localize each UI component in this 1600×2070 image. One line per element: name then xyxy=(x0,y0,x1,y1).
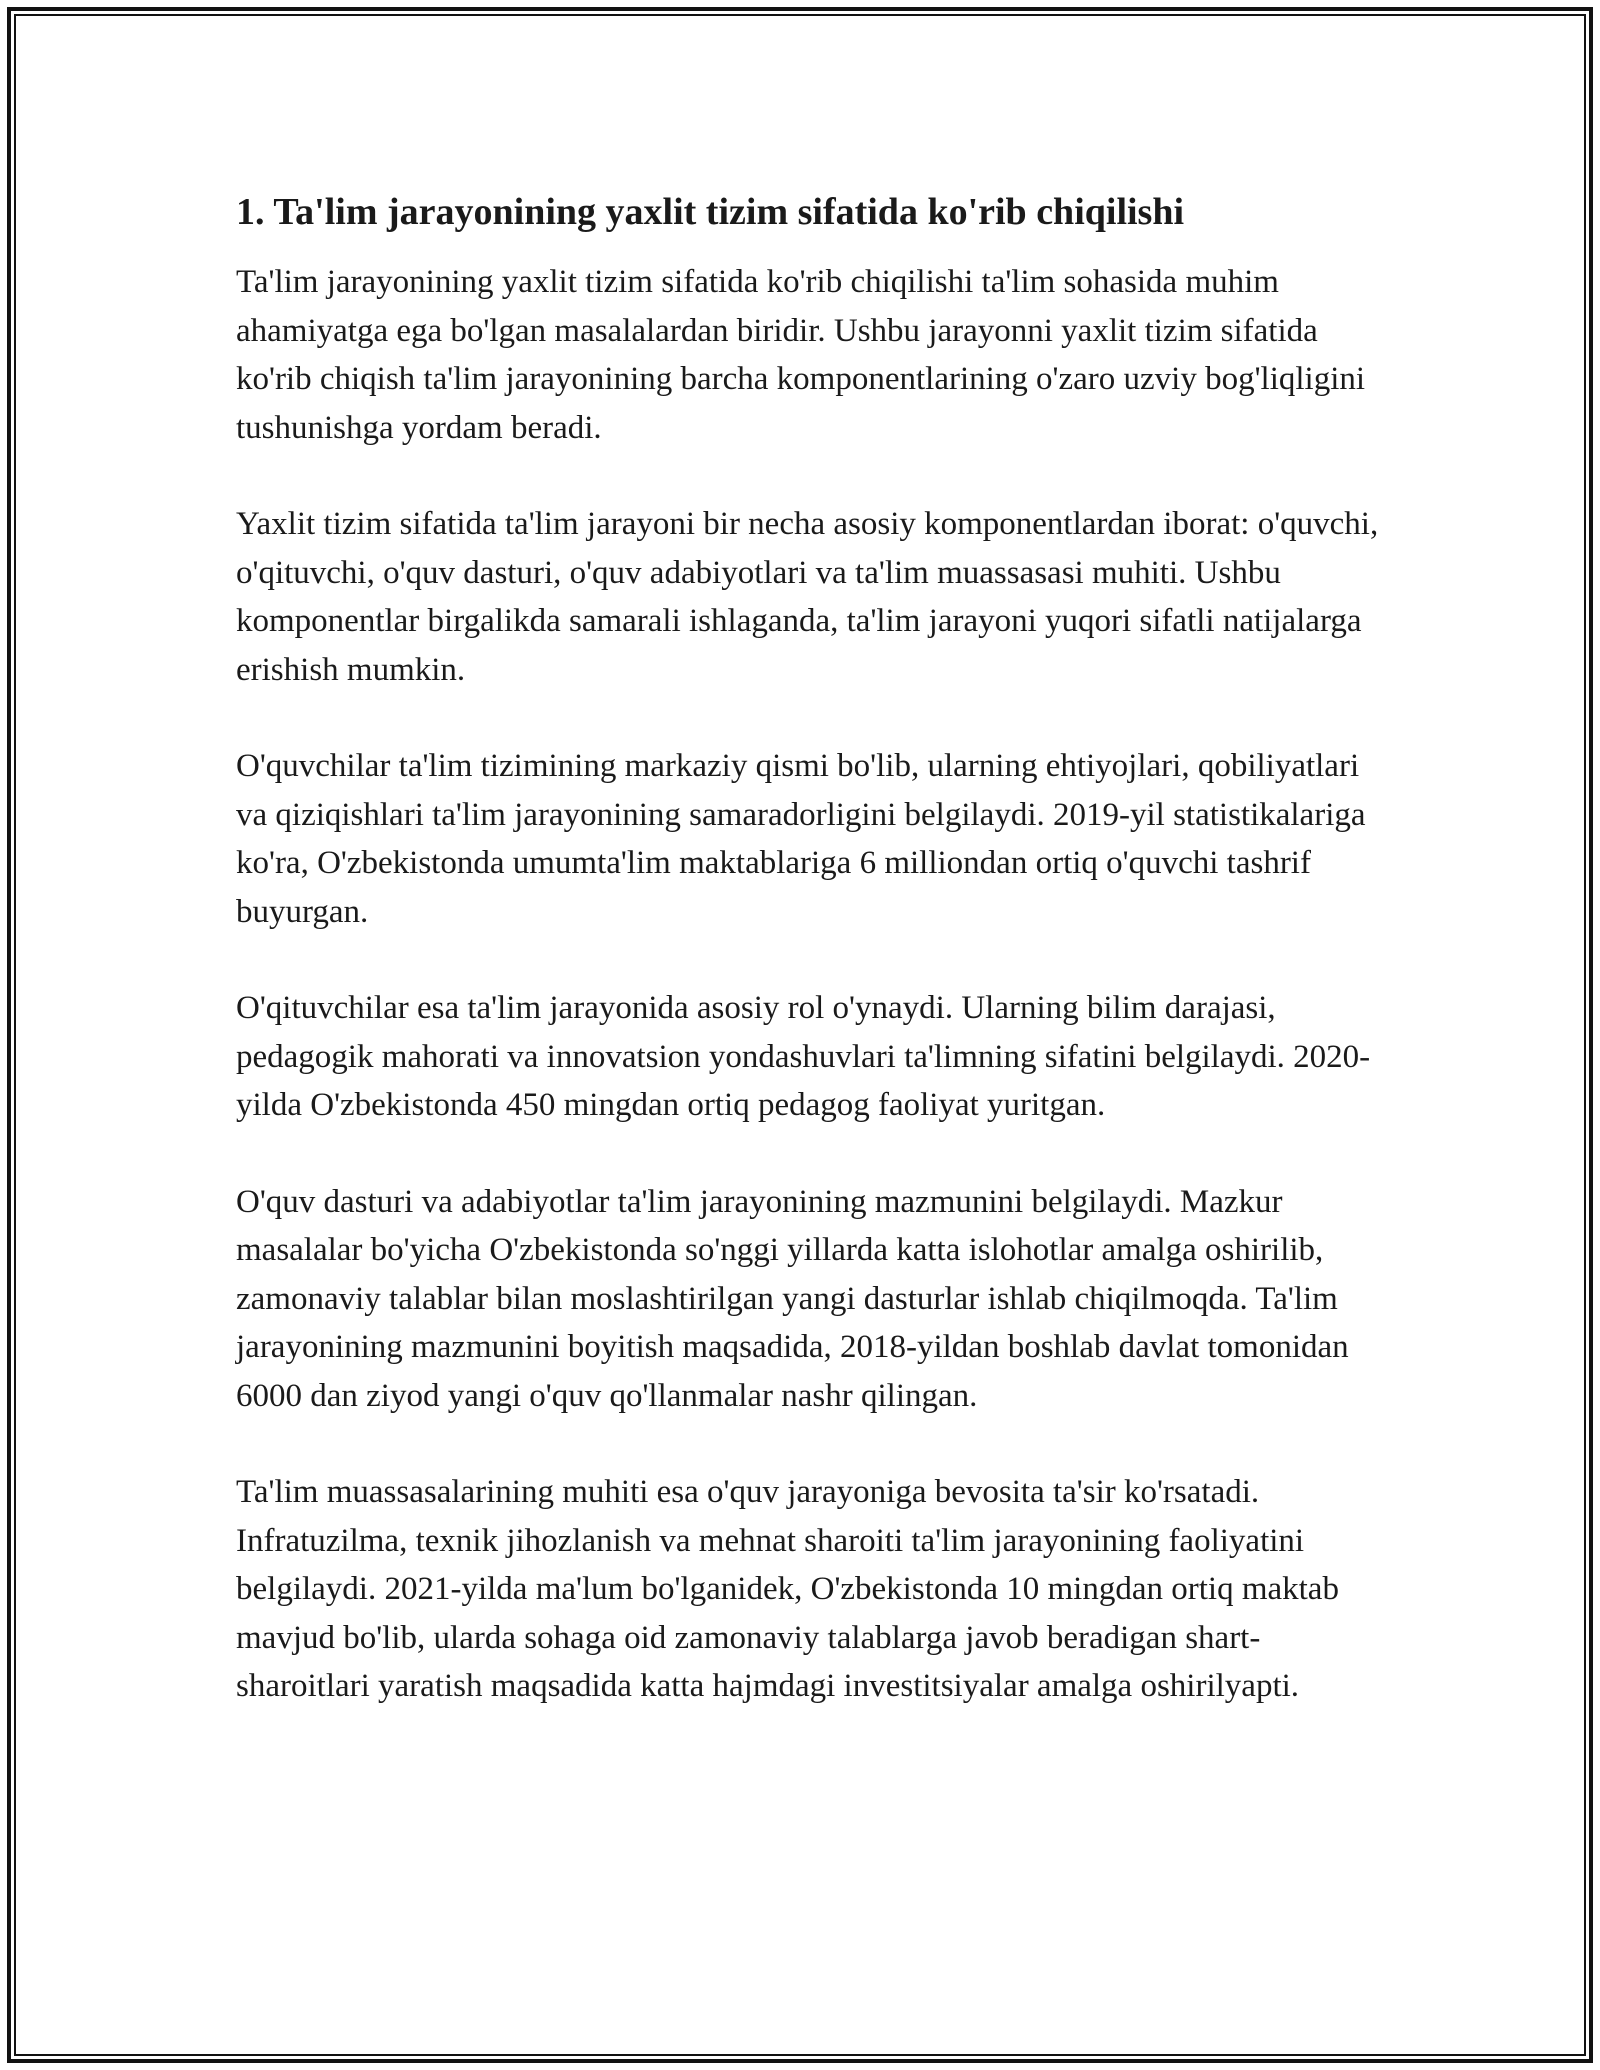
paragraph-2: Yaxlit tizim sifatida ta'lim jarayoni bir necha asosiy komponentlardan iborat: o'quvchi, o'qituvchi, o'quv dasturi, o'quv adabiyotlari va ta'lim muassasasi muhiti. Ushbu komponentlar birgalikda samarali ishlaganda, ta'lim jarayoni yuqori sifatli natijalarga erishish mumkin. xyxy=(236,506,1379,688)
document-body xyxy=(236,186,1386,1759)
paragraph-3: O'quvchilar ta'lim tizimining markaziy qismi bo'lib, ularning ehtiyojlari, qobiliyatlari va qiziqishlari ta'lim jarayonining samaradorligini belgilaydi. 2019-yil statistikalariga ko'ra, O'zbekistonda umumta'lim maktablariga 6 milliondan ortiq o'quvchi tashrif buyurgan. xyxy=(236,748,1366,930)
paragraph-4: O'qituvchilar esa ta'lim jarayonida asosiy rol o'ynaydi. Ularning bilim darajasi, pedagogik mahorati va innovatsion yondashuvlari ta'limning sifatini belgilaydi. 2020-yilda O'zbekistonda 450 mingdan ortiq pedagog faoliyat yuritgan. xyxy=(236,990,1371,1123)
paragraph-1: Ta'lim jarayonining yaxlit tizim sifatida ko'rib chiqilishi ta'lim sohasida muhim ahamiyatga ega bo'lgan masalalardan biridir. Ushbu jarayonni yaxlit tizim sifatida ko'rib chiqish ta'lim jarayonining barcha komponentlarining o'zaro uzviy bog'liqligini tushunishga yordam beradi. xyxy=(236,264,1366,446)
paragraph-6: Ta'lim muassasalarining muhiti esa o'quv jarayoniga bevosita ta'sir ko'rsatadi. Infratuzilma, texnik jihozlanish va mehnat sharoiti ta'lim jarayonining faoliyatini belgilaydi. 2021-yilda ma'lum bo'lganidek, O'zbekistonda 10 mingdan ortiq maktab mavjud bo'lib, ularda sohaga oid zamonaviy talablarga javob beradigan shart-sharoitlari yaratish maqsadida katta hajmdagi investitsiyalar amalga oshirilyapti. xyxy=(236,1474,1339,1704)
section-heading: 1. Ta'lim jarayonining yaxlit tizim sifatida ko'rib chiqilishi xyxy=(236,191,1185,233)
paragraph-5: O'quv dasturi va adabiyotlar ta'lim jarayonining mazmunini belgilaydi. Mazkur masalalar bo'yicha O'zbekistonda so'nggi yillarda katta islohotlar amalga oshirilib, zamonaviy talablar bilan moslashtirilgan yangi dasturlar ishlab chiqilmoqda. Ta'lim jarayonining mazmunini boyitish maqsadida, 2018-yildan boshlab davlat tomonidan 6000 dan ziyod yangi o'quv qo'llanmalar nashr qilingan. xyxy=(236,1183,1349,1414)
